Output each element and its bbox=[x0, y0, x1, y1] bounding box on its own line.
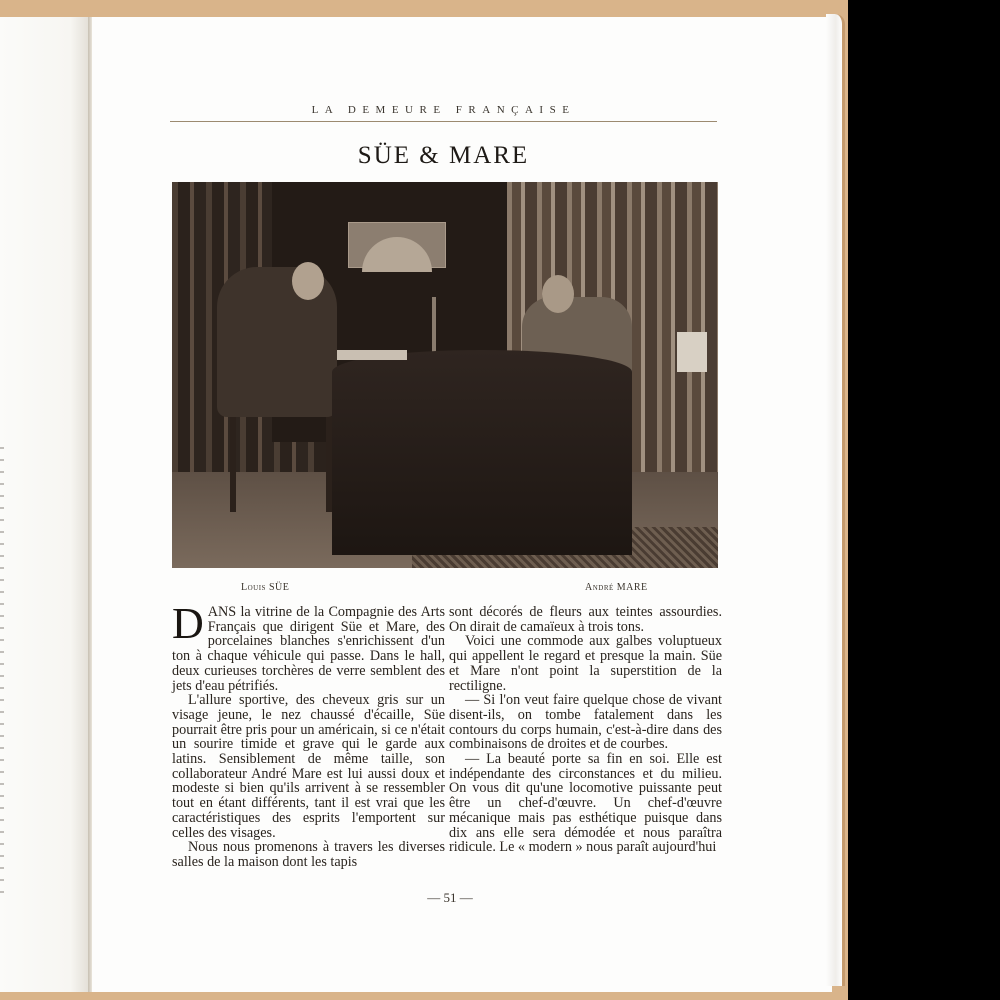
paragraph: sont décorés de fleurs aux teintes assourdies. On dirait de camaïeux à trois tons. bbox=[449, 604, 722, 635]
photo-caption-right: André MARE bbox=[585, 582, 648, 593]
paragraph: Voici une commode aux galbes voluptueux qui appellent le regard et presque la main. Süe et Mare n'ont point la superstition de la rectiligne. bbox=[449, 633, 722, 694]
text-column-right bbox=[449, 605, 722, 855]
paragraph: — La beauté porte sa fin en soi. Elle est indépendante des circonstances et du milieu. On vous dit qu'une locomotive puissante peut être un chef-d'œuvre. Un chef-d'œuvre mécanique mais pas esthétique puisque dans dix ans elle sera démodée et nous paraîtra ridicule. Le « modern » nous paraît aujourd'hui bbox=[449, 751, 722, 856]
drop-cap-continuation: ANS bbox=[207, 604, 237, 620]
photo-window bbox=[677, 332, 707, 372]
text-column-left bbox=[172, 599, 445, 870]
left-page bbox=[0, 17, 88, 992]
photo-wall-picture bbox=[348, 222, 446, 268]
article-photo bbox=[172, 182, 718, 568]
paragraph: L'allure sportive, des cheveux gris sur un visage jeune, le nez chaussé d'écaille, Süe pourrait être pris pour un américain, si ce n'était un sourire timide et grave qui le garde aux latins. Sensiblement de même taille, son collaborateur André Mare est lui aussi doux et modeste si bien qu'ils arrivent à se ressembler tout en étant différents, tant il est vrai que les caractéristiques des esprits l'emportent sur celles des visages. bbox=[172, 692, 445, 841]
photo-desk bbox=[332, 350, 632, 555]
photo-head bbox=[542, 275, 574, 313]
photo-head bbox=[292, 262, 324, 300]
running-head: LA DEMEURE FRANÇAISE bbox=[311, 104, 576, 116]
paragraph: — Si l'on veut faire quelque chose de vivant disent-ils, on tombe fatalement dans les contours du corps humain, c'est-à-dire dans des combinaisons de droites et de courbes. bbox=[449, 692, 722, 753]
header-rule bbox=[170, 121, 717, 122]
paragraph bbox=[172, 599, 445, 694]
page-number: — 51 — bbox=[427, 890, 473, 905]
photo-desk-papers bbox=[337, 350, 407, 360]
page-edges bbox=[826, 14, 845, 986]
photo-person-louis-sue bbox=[217, 267, 337, 417]
paragraph-text: la vitrine de la Compagnie des Arts Français que dirigent Süe et Mare, des porcelaines blanches s'enrichissent d'un ton à chaque véhicule qui passe. Dans le hall, deux curieuses torchères de verre semblent des jets d'eau pétrifiés. bbox=[172, 604, 445, 694]
photo-lamp bbox=[432, 297, 436, 357]
bleed-through-marks bbox=[0, 437, 4, 897]
drop-cap: D bbox=[172, 599, 204, 648]
paragraph: Nous nous promenons à travers les diverses salles de la maison dont les tapis bbox=[172, 839, 445, 870]
photo-caption-left: Louis SÜE bbox=[241, 582, 290, 593]
article-title: SÜE & MARE bbox=[357, 142, 530, 169]
